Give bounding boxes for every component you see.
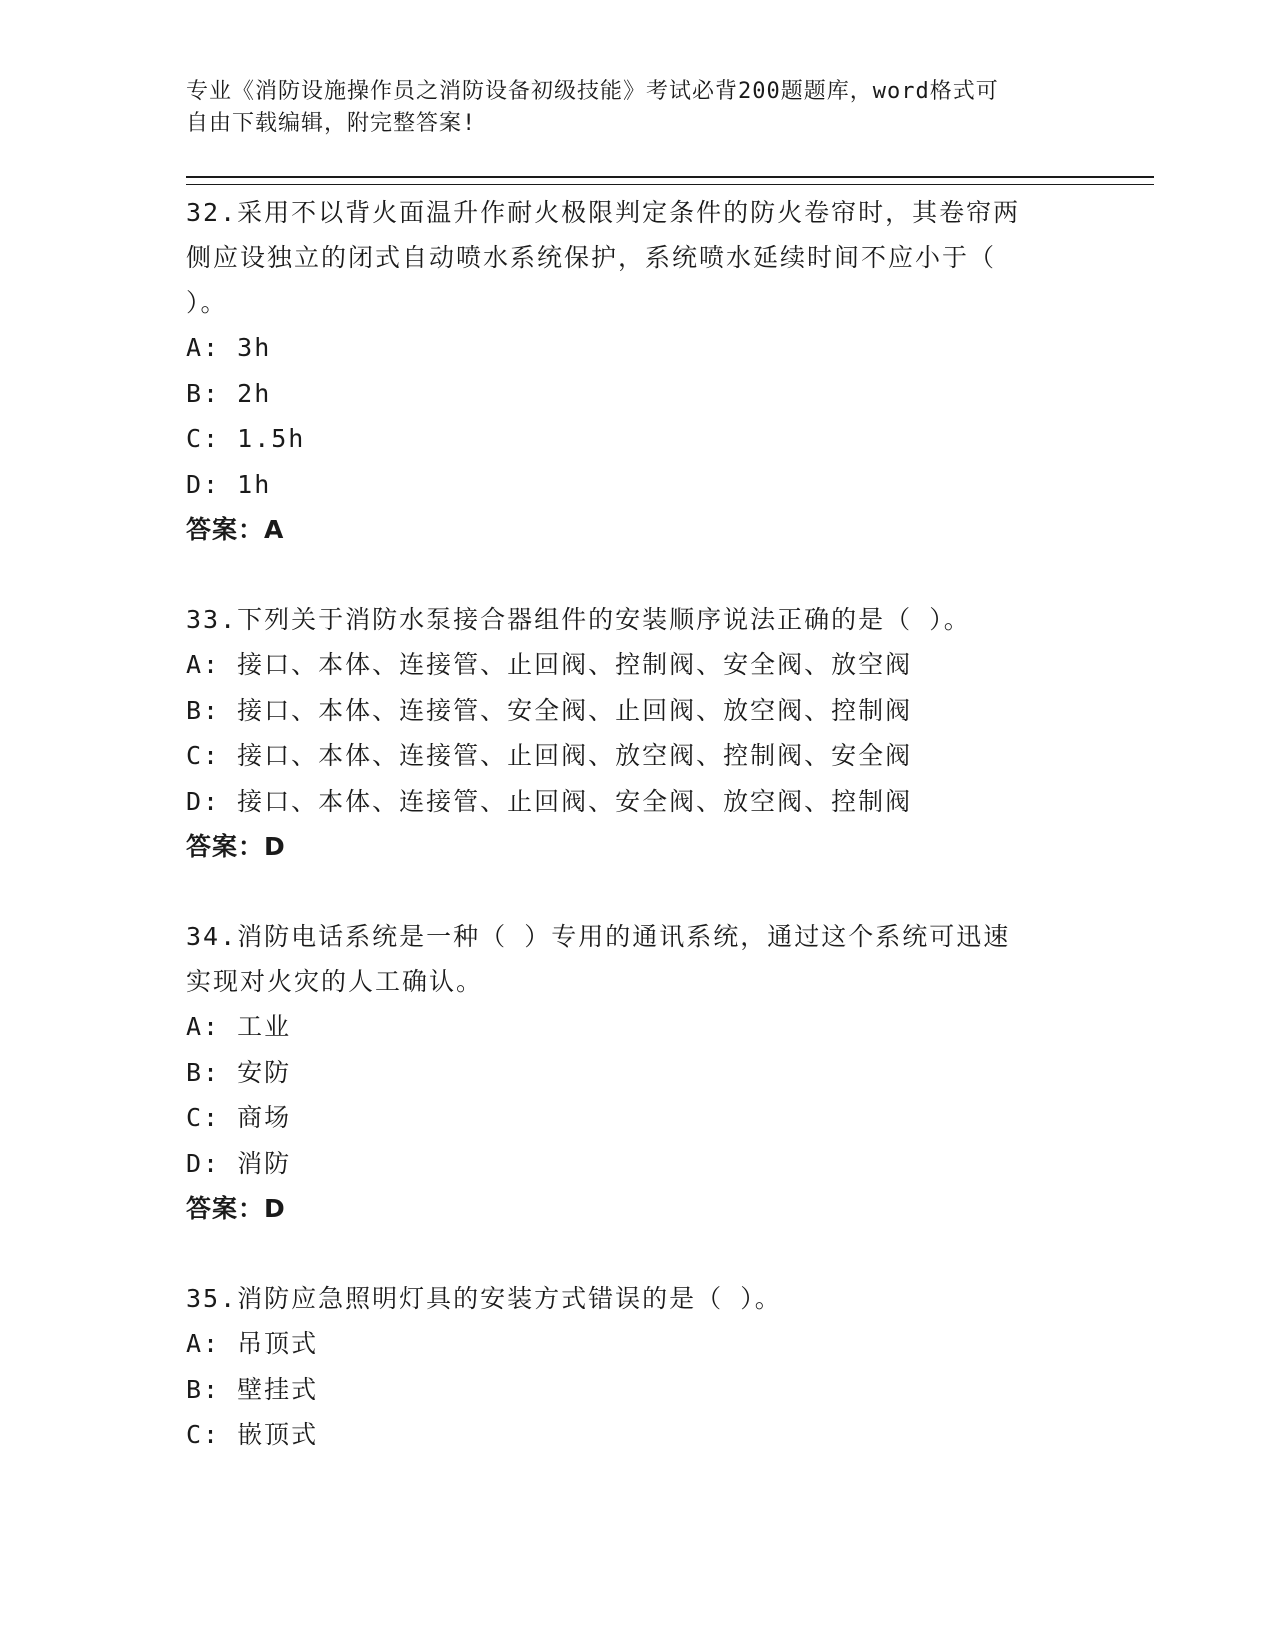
answer-label: 答案：D: [186, 832, 286, 861]
option-b: B: 2h: [186, 378, 272, 408]
document-header: [186, 76, 1086, 140]
option-a: A: 吊顶式: [186, 1329, 319, 1358]
answer-label: 答案：A: [186, 515, 285, 544]
option-b: B: 安防: [186, 1057, 292, 1087]
question-stem-line: 35.消防应急照明灯具的安装方式错误的是（ ）。: [186, 1284, 782, 1313]
question-stem-line: 侧应设独立的闭式自动喷水系统保护，系统喷水延续时间不应小于（: [186, 243, 997, 272]
question-spacer: [186, 1231, 1086, 1276]
question-stem-line: 32.采用不以背火面温升作耐火极限判定条件的防火卷帘时，其卷帘两: [186, 198, 1021, 227]
option-d: D: 1h: [186, 469, 272, 499]
header-line-2: 自由下载编辑，附完整答案!: [186, 111, 477, 136]
option-c: C: 1.5h: [186, 424, 306, 453]
question-list: [186, 190, 1086, 1458]
header-divider: [186, 176, 1154, 185]
question-stem-line: ）。: [186, 288, 228, 317]
document-page: [186, 0, 1156, 1650]
question-stem-line: 33.下列关于消防水泵接合器组件的安装顺序说法正确的是（ ）。: [186, 605, 971, 634]
option-a: A: 3h: [186, 333, 272, 362]
question-32: [186, 190, 1086, 552]
question-stem-line: 34.消防电话系统是一种（ ）专用的通讯系统，通过这个系统可迅速: [186, 922, 1011, 951]
question-33: [186, 597, 1086, 869]
header-line-1: 专业《消防设施操作员之消防设备初级技能》考试必背200题题库，word格式可: [186, 79, 999, 104]
answer-label: 答案：D: [186, 1194, 286, 1223]
option-c: C: 接口、本体、连接管、止回阀、放空阀、控制阀、安全阀: [186, 741, 913, 770]
question-stem-line: 实现对火灾的人工确认。: [186, 967, 484, 996]
option-a: A: 接口、本体、连接管、止回阀、控制阀、安全阀、放空阀: [186, 650, 913, 679]
option-a: A: 工业: [186, 1012, 292, 1041]
option-c: C: 商场: [186, 1103, 292, 1132]
question-spacer: [186, 552, 1086, 597]
question-35: [186, 1276, 1086, 1458]
option-d: D: 消防: [186, 1148, 292, 1178]
question-spacer: [186, 869, 1086, 914]
option-b: B: 接口、本体、连接管、安全阀、止回阀、放空阀、控制阀: [186, 695, 913, 725]
option-c: C: 嵌顶式: [186, 1420, 319, 1449]
question-34: [186, 914, 1086, 1231]
option-b: B: 壁挂式: [186, 1374, 319, 1404]
option-d: D: 接口、本体、连接管、止回阀、安全阀、放空阀、控制阀: [186, 786, 913, 816]
